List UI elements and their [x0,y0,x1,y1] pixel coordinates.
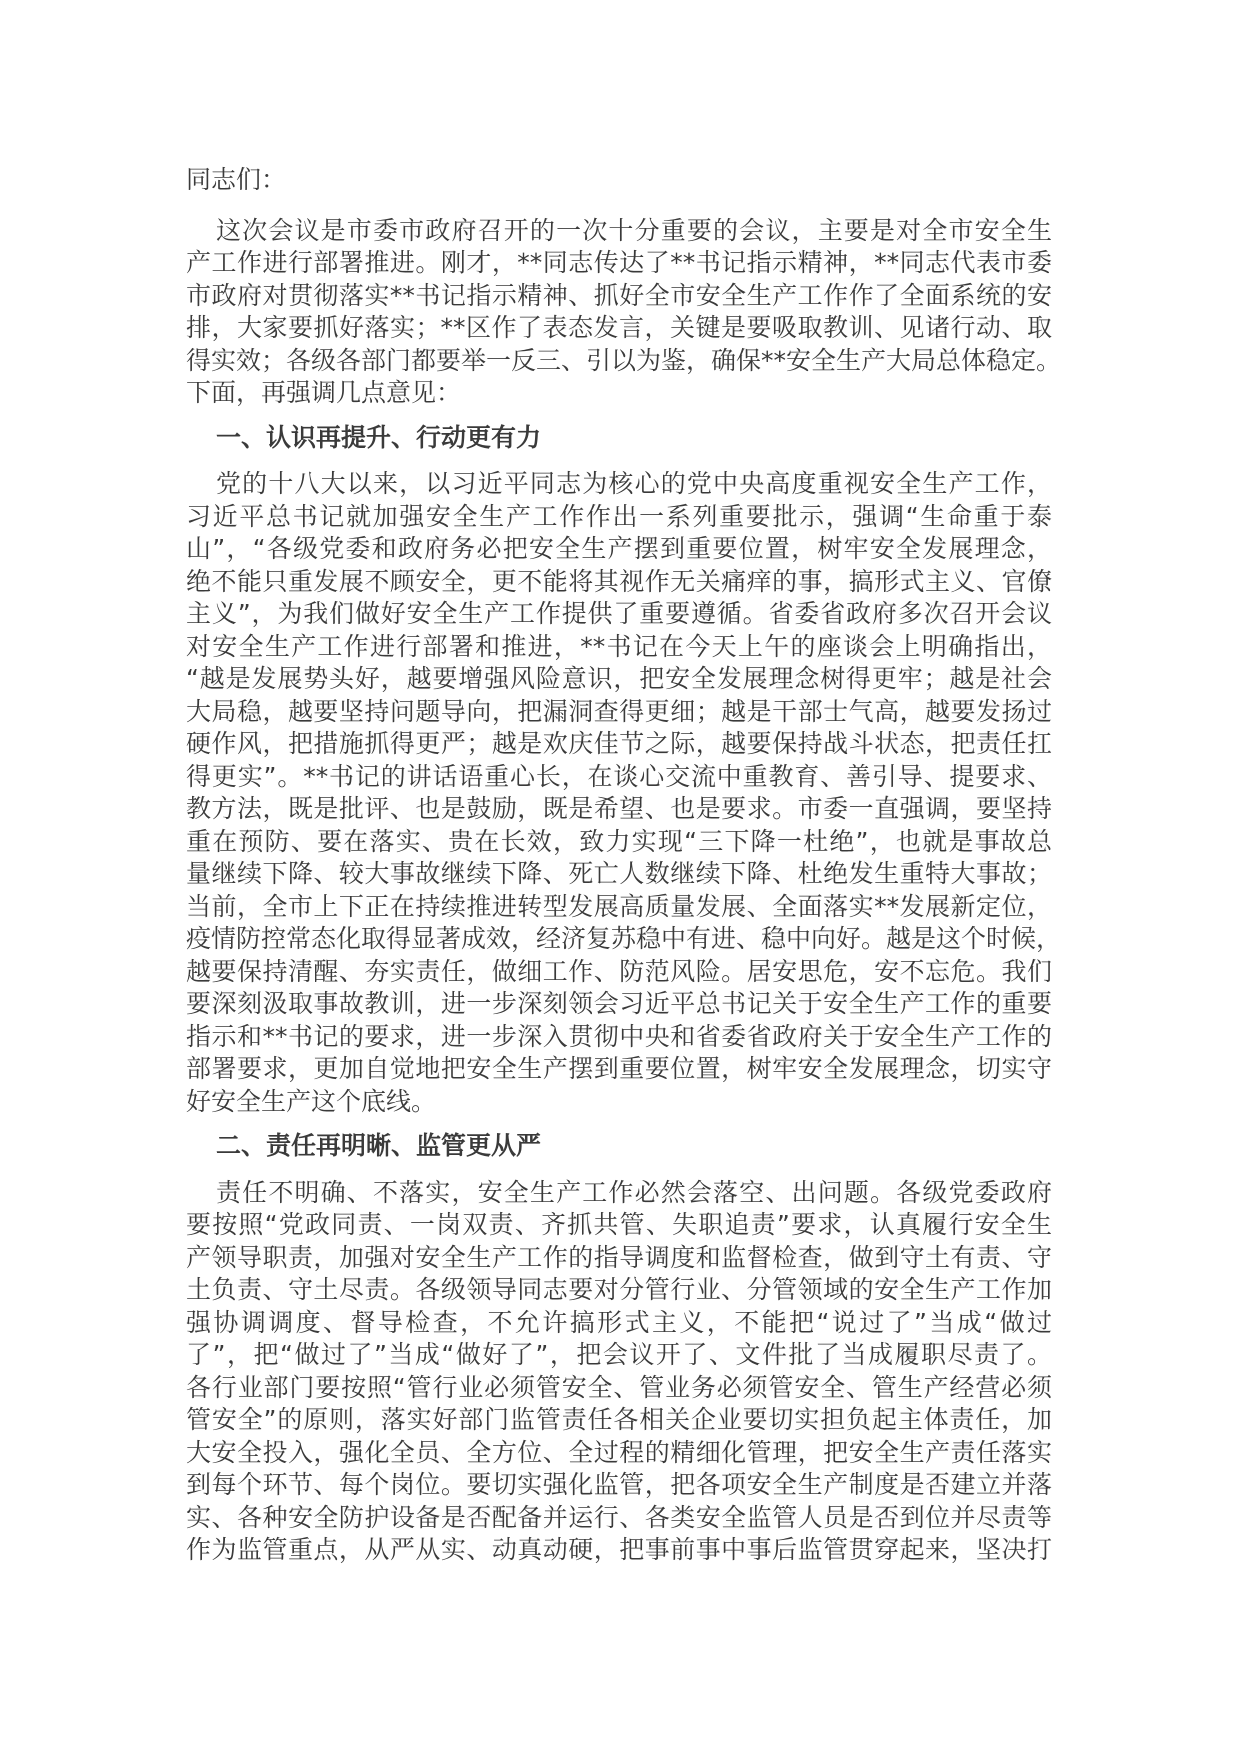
paragraph-line: 排，大家要抓好落实；**区作了表态发言，关键是要吸取教训、见诸行动、取 [186,313,1052,342]
paragraph-line: 得实效；各级各部门都要举一反三、引以为鉴，确保**安全生产大局总体稳定。 [186,345,1062,375]
paragraph-line: 绝不能只重发展不顾安全，更不能将其视作无关痛痒的事，搞形式主义、官僚 [186,566,1052,596]
paragraph-line: 实、各种安全防护设备是否配备并运行、各类安全监管人员是否到位并尽责等 [186,1502,1052,1532]
paragraph-line: 产工作进行部署推进。刚才，**同志传达了**书记指示精神，**同志代表市委 [186,248,1052,277]
paragraph-line: 主义”，为我们做好安全生产工作提供了重要遵循。省委省政府多次召开会议 [186,599,1052,628]
section-heading: 二、责任再明晰、监管更从严 [216,1131,542,1160]
paragraph-line: 对安全生产工作进行部署和推进，**书记在今天上午的座谈会上明确指出， [186,631,1052,661]
document-page [186,164,1062,1579]
paragraph-line: 各行业部门要按照“管行业必须管安全、管业务必须管安全、管生产经营必须 [186,1372,1052,1402]
paragraph-line: 当前，全市上下正在持续推进转型发展高质量发展、全面落实**发展新定位， [186,891,1052,921]
paragraph-line: 作为监管重点，从严从实、动真动硬，把事前事中事后监管贯穿起来，坚决打 [186,1535,1052,1564]
paragraph-line: 得更实”。**书记的讲话语重心长，在谈心交流中重教育、善引导、提要求、 [186,761,1052,791]
greeting: 同志们： [186,165,287,194]
paragraph-line: 教方法，既是批评、也是鼓励，既是希望、也是要求。市委一直强调，要坚持 [186,794,1052,823]
paragraph-line: 重在预防、要在落实、贵在长效，致力实现“三下降一杜绝”，也就是事故总 [186,826,1052,856]
paragraph-line: 下面，再强调几点意见： [186,378,462,407]
paragraph-line: 到每个环节、每个岗位。要切实强化监管，把各项安全生产制度是否建立并落 [186,1470,1052,1499]
document-body [186,215,1062,1567]
paragraph-line: 硬作风，把措施抓得更严；越是欢庆佳节之际，越要保持战斗状态，把责任扛 [186,729,1052,758]
paragraph-line: 土负责、守土尽责。各级领导同志要对分管行业、分管领域的安全生产工作加 [186,1275,1052,1304]
paragraph-line: 越要保持清醒、夯实责任，做细工作、防范风险。居安思危，安不忘危。我们 [186,956,1052,986]
paragraph-line: 管安全”的原则，落实好部门监管责任各相关企业要切实担负起主体责任，加 [186,1405,1052,1434]
paragraph-line: 党的十八大以来，以习近平同志为核心的党中央高度重视安全生产工作， [216,469,1052,498]
paragraph-line: 要深刻汲取事故教训，进一步深刻领会习近平总书记关于安全生产工作的重要 [186,989,1052,1018]
paragraph-line: 产领导职责，加强对安全生产工作的指导调度和监督检查，做到守土有责、守 [186,1242,1052,1272]
paragraph-line: 习近平总书记就加强安全生产工作作出一系列重要批示，强调“生命重于泰 [186,501,1052,531]
paragraph-line: 大安全投入，强化全员、全方位、全过程的精细化管理，把安全生产责任落实 [186,1437,1052,1467]
paragraph-line: 大局稳，越要坚持问题导向，把漏洞查得更细；越是干部士气高，越要发扬过 [186,696,1052,726]
paragraph-line: 了”，把“做过了”当成“做好了”，把会议开了、文件批了当成履职尽责了。 [186,1340,1052,1369]
paragraph [186,468,1062,1118]
paragraph-line: 好安全生产这个底线。 [186,1086,437,1116]
paragraph-line: 指示和**书记的要求，进一步深入贯彻中央和省委省政府关于安全生产工作的 [186,1021,1052,1051]
paragraph-line: 量继续下降、较大事故继续下降、死亡人数继续下降、杜绝发生重特大事故； [186,859,1052,888]
paragraph-line: 山”，“各级党委和政府务必把安全生产摆到重要位置，树牢安全发展理念， [186,534,1052,563]
paragraph [186,215,1062,410]
paragraph-line: 要按照“党政同责、一岗双责、齐抓共管、失职追责”要求，认真履行安全生 [186,1210,1052,1239]
paragraph-line: 部署要求，更加自觉地把安全生产摆到重要位置，树牢安全发展理念，切实守 [186,1054,1052,1083]
paragraph-line: 责任不明确、不落实，安全生产工作必然会落空、出问题。各级党委政府 [216,1177,1052,1207]
paragraph-line: 这次会议是市委市政府召开的一次十分重要的会议，主要是对全市安全生 [216,215,1052,245]
paragraph-line: “越是发展势头好，越要增强风险意识，把安全发展理念树得更牢；越是社会 [186,664,1052,693]
paragraph-line: 市政府对贯彻落实**书记指示精神、抓好全市安全生产工作作了全面系统的安 [186,280,1052,310]
paragraph-line: 强协调调度、督导检查，不允许搞形式主义，不能把“说过了”当成“做过 [186,1307,1052,1337]
paragraph [186,1177,1052,1567]
section-heading: 一、认识再提升、行动更有力 [216,422,542,452]
paragraph-line: 疫情防控常态化取得显著成效，经济复苏稳中有进、稳中向好。越是这个时候， [186,924,1062,953]
